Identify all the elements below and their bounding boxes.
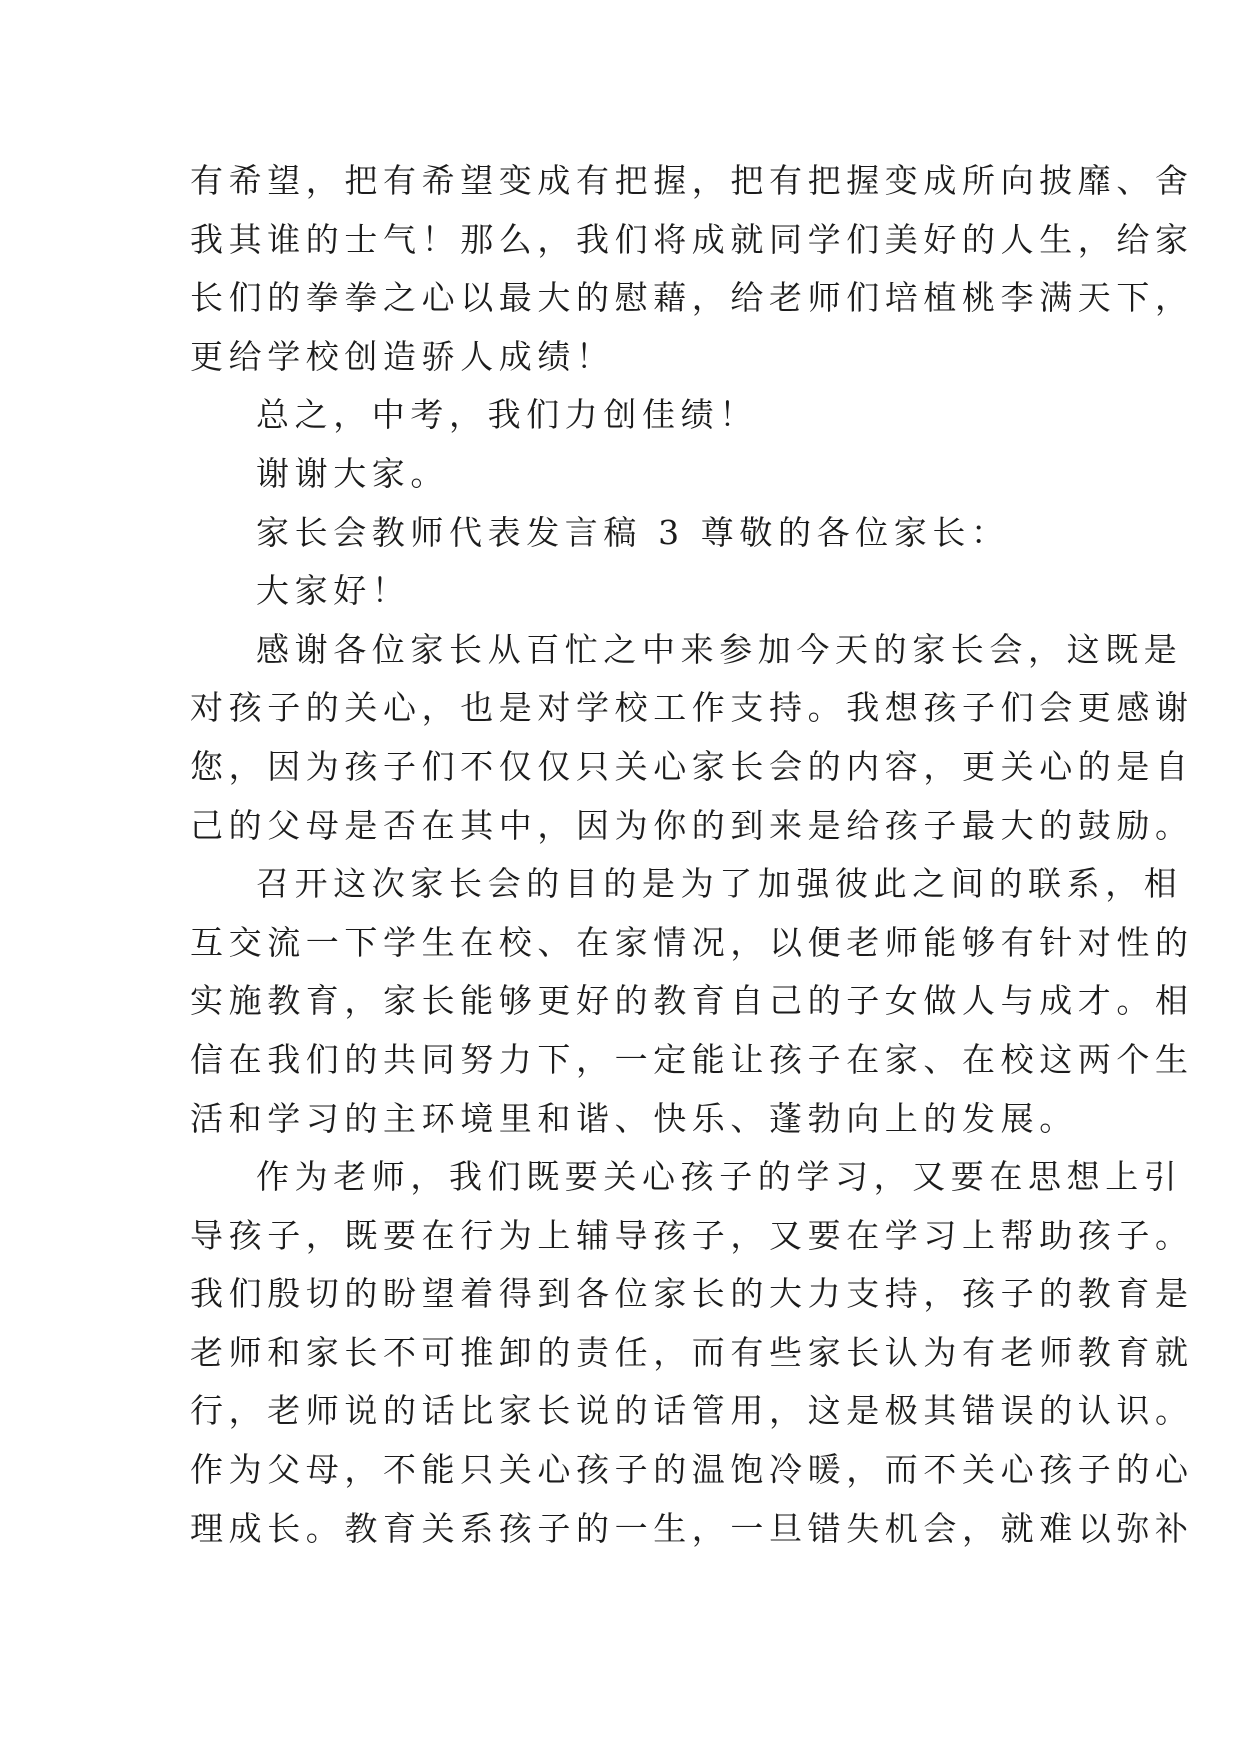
text-line: 有希望，把有希望变成有把握，把有把握变成所向披靡、舍: [190, 161, 1194, 200]
text-line: 互交流一下学生在校、在家情况，以便老师能够有针对性的: [190, 922, 1194, 962]
text-line: 作为父母，不能只关心孩子的温饱冷暖，而不关心孩子的心: [190, 1450, 1194, 1490]
text-line: 我们殷切的盼望着得到各位家长的大力支持，孩子的教育是: [190, 1274, 1194, 1314]
text-line: 总之，中考，我们力创佳绩！: [256, 395, 758, 435]
text-line: 谢谢大家。: [256, 453, 449, 493]
text-line: 实施教育，家长能够更好的教育自己的子女做人与成才。相: [190, 981, 1194, 1021]
text-line: 家长会教师代表发言稿 3 尊敬的各位家长：: [256, 512, 1010, 552]
text-line: 更给学校创造骄人成绩！: [190, 336, 615, 376]
text-line: 召开这次家长会的目的是为了加强彼此之间的联系，相: [256, 864, 1183, 904]
text-line: 活和学习的主环境里和谐、快乐、蓬勃向上的发展。: [190, 1098, 1078, 1138]
text-line: 老师和家长不可推卸的责任，而有些家长认为有老师教育就: [190, 1332, 1194, 1372]
text-line: 信在我们的共同努力下，一定能让孩子在家、在校这两个生: [190, 1039, 1194, 1079]
text-line: 对孩子的关心，也是对学校工作支持。我想孩子们会更感谢: [190, 688, 1194, 728]
text-line: 您，因为孩子们不仅仅只关心家长会的内容，更关心的是自: [190, 746, 1194, 786]
text-line: 作为老师，我们既要关心孩子的学习，又要在思想上引: [256, 1157, 1183, 1197]
text-line: 我其谁的士气！那么，我们将成就同学们美好的人生，给家: [190, 219, 1194, 259]
text-line: 长们的拳拳之心以最大的慰藉，给老师们培植桃李满天下，: [190, 278, 1194, 318]
text-line: 理成长。教育关系孩子的一生，一旦错失机会，就难以弥补: [190, 1508, 1194, 1548]
text-line: 感谢各位家长从百忙之中来参加今天的家长会，这既是: [256, 629, 1183, 669]
text-line: 导孩子，既要在行为上辅导孩子，又要在学习上帮助孩子。: [190, 1215, 1194, 1255]
text-line: 行，老师说的话比家长说的话管用，这是极其错误的认识。: [190, 1391, 1194, 1431]
text-line: 大家好！: [256, 571, 411, 611]
document-body: [190, 152, 1194, 1558]
text-line: 己的父母是否在其中，因为你的到来是给孩子最大的鼓励。: [190, 805, 1194, 845]
